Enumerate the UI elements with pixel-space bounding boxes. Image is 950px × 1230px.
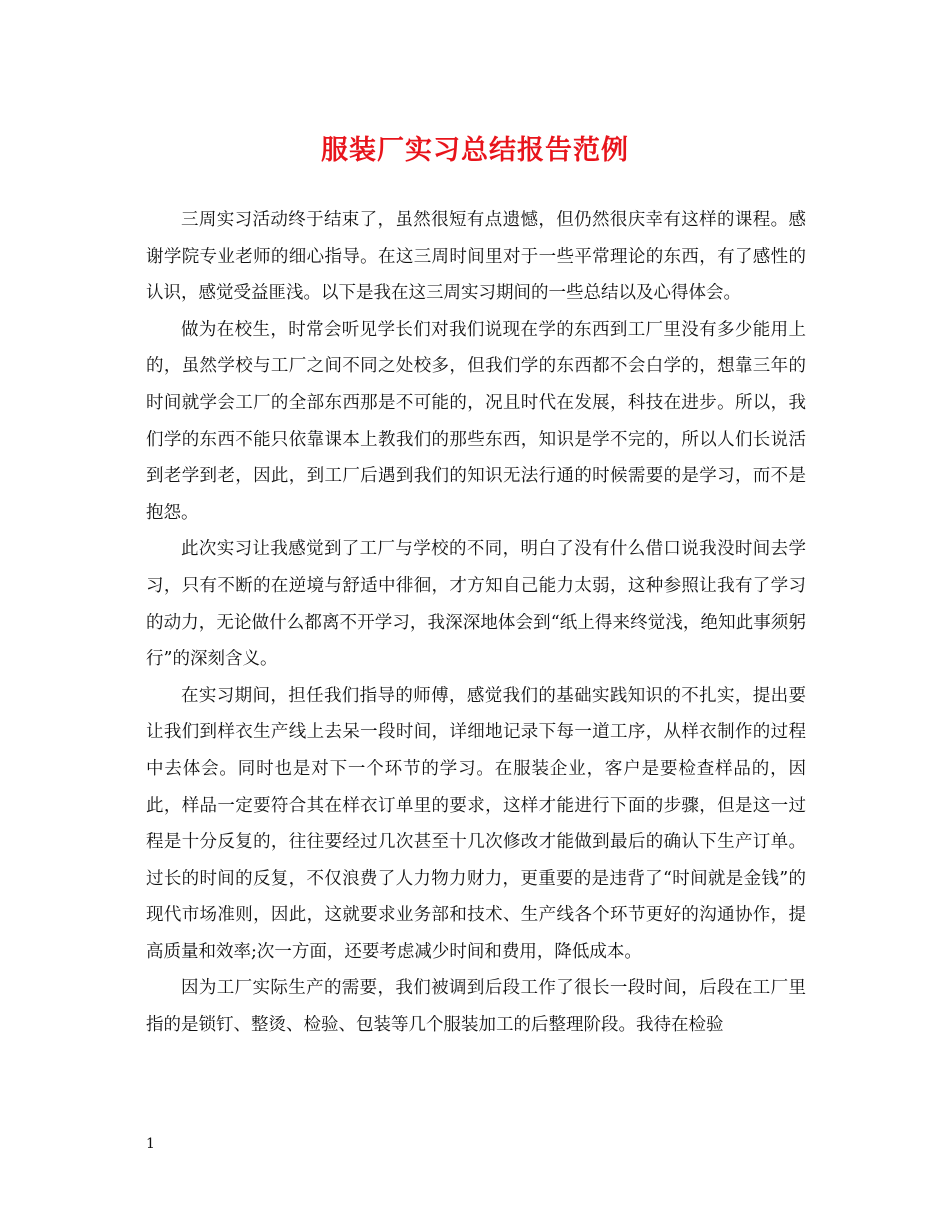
paragraph-1: 三周实习活动终于结束了，虽然很短有点遗憾，但仍然很庆幸有这样的课程。感谢学院专业老师的细心指导。在这三周时间里对于一些平常理论的东西，有了感性的认识，感觉受益匪浅。以下是我在这三周实习期间的一些总结以及心得体会。	[146, 210, 806, 304]
paragraph-5: 因为工厂实际生产的需要，我们被调到后段工作了很长一段时间，后段在工厂里指的是锁钉、整烫、检验、包装等几个服装加工的后整理阶段。我待在检验	[146, 978, 806, 1036]
paragraph-4: 在实习期间，担任我们指导的师傅，感觉我们的基础实践知识的不扎实，提出要让我们到样衣生产线上去呆一段时间，详细地记录下每一道工序，从样衣制作的过程中去体会。同时也是对下一个环节的学习。在服装企业，客户是要检查样品的，因此，样品一定要符合其在样衣订单里的要求，这样才能进行下面的步骤，但是这一过程是十分反复的，往往要经过几次甚至十几次修改才能做到最后的确认下生产订单。过长的时间的反复，不仅浪费了人力物力财力，更重要的是违背了“时间就是金钱”的现代市场准则，因此，这就要求业务部和技术、生产线各个环节更好的沟通协作，提高质量和效率;次一方面，还要考虑减少时间和费用，降低成本。	[146, 685, 806, 962]
paragraph-3: 此次实习让我感觉到了工厂与学校的不同，明白了没有什么借口说我没时间去学习，只有不断的在逆境与舒适中徘徊，才方知自己能力太弱，这种参照让我有了学习的动力，无论做什么都离不开学习，我深深地体会到“纸上得来终觉浅，绝知此事须躬行”的深刻含义。	[146, 539, 806, 670]
paragraph-2: 做为在校生，时常会听见学长们对我们说现在学的东西到工厂里没有多少能用上的，虽然学校与工厂之间不同之处校多，但我们学的东西都不会白学的，想靠三年的时间就学会工厂的全部东西那是不可能的，况且时代在发展，科技在进步。所以，我们学的东西不能只依靠课本上教我们的那些东西，知识是学不完的，所以人们长说活到老学到老，因此，到工厂后遇到我们的知识无法行通的时候需要的是学习，而不是抱怨。	[146, 319, 806, 523]
document-body	[146, 202, 806, 1044]
document-title: 服装厂实习总结报告范例	[321, 135, 629, 166]
page-number: 1	[146, 1136, 155, 1152]
